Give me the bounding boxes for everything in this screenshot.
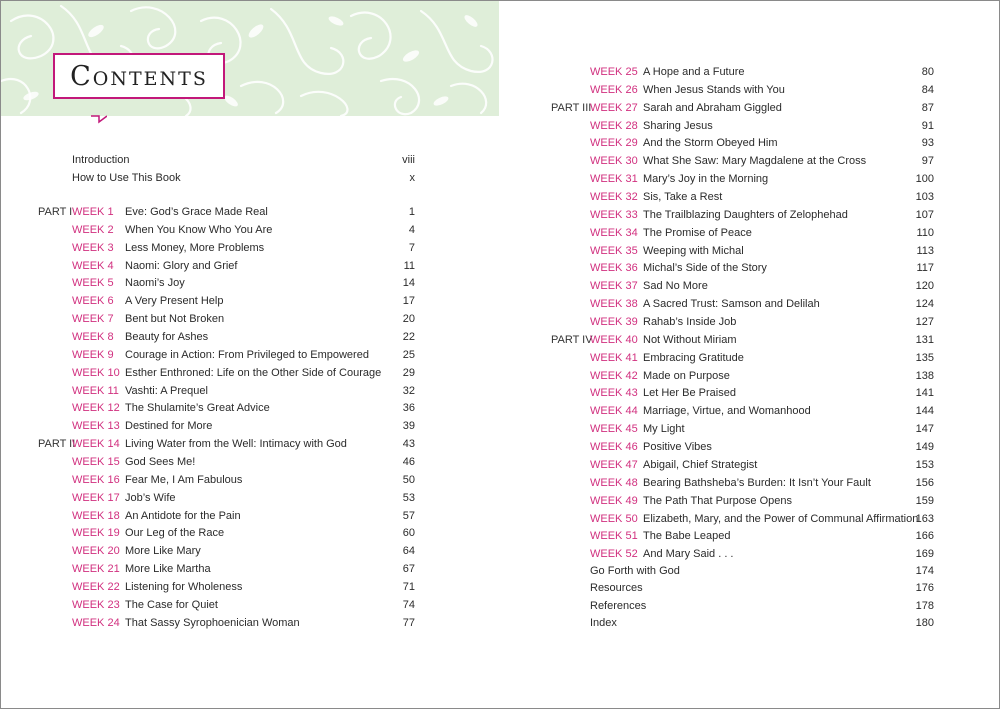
page-number: 60 <box>402 527 415 540</box>
part-label: PART III <box>551 101 592 114</box>
entry-title: Eve: God’s Grace Made Real <box>125 206 268 218</box>
toc-entry <box>501 277 999 295</box>
toc-entry <box>1 292 501 310</box>
page-number: 135 <box>915 351 934 364</box>
week-label: WEEK 18 <box>72 509 120 522</box>
entry-title: Sad No More <box>643 280 708 293</box>
entry-title: Naomi’s Joy <box>125 277 185 290</box>
toc-entry <box>501 63 999 81</box>
page-number: 50 <box>402 473 415 486</box>
page-number: 20 <box>402 313 415 326</box>
toc-entry <box>501 170 999 188</box>
page-number: 17 <box>402 295 415 308</box>
week-label: WEEK 40 <box>590 333 638 346</box>
week-label: WEEK 16 <box>72 473 120 486</box>
toc-entry <box>1 257 501 275</box>
toc-entry <box>1 328 501 346</box>
week-label: WEEK 31 <box>590 173 638 186</box>
toc-entry <box>501 367 999 385</box>
week-label: WEEK 15 <box>72 456 120 469</box>
entry-title: Made on Purpose <box>643 369 730 382</box>
week-label: WEEK 50 <box>590 512 638 525</box>
toc-entry <box>1 471 501 489</box>
page-number: 57 <box>402 509 415 522</box>
toc-entry <box>501 224 999 242</box>
week-label: WEEK 24 <box>72 616 120 629</box>
entry-title: The Trailblazing Daughters of Zelophehad <box>643 208 848 221</box>
toc-entry <box>501 295 999 313</box>
entry-title: Introduction <box>72 154 130 166</box>
week-label: WEEK 23 <box>72 598 120 611</box>
entry-title: Positive Vibes <box>643 441 712 454</box>
page-number: 169 <box>915 548 934 561</box>
page-number: 91 <box>921 119 934 132</box>
entry-title: Marriage, Virtue, and Womanhood <box>643 405 811 418</box>
toc-entry <box>501 117 999 135</box>
page-number: 141 <box>915 387 934 400</box>
week-label: WEEK 39 <box>590 316 638 329</box>
toc-entry <box>501 456 999 474</box>
week-label: WEEK 3 <box>72 241 114 254</box>
page-number: 120 <box>915 280 934 293</box>
toc-entry <box>1 524 501 542</box>
entry-title: A Very Present Help <box>125 295 224 308</box>
page-number: 43 <box>402 438 415 451</box>
week-label: WEEK 2 <box>72 223 114 236</box>
week-label: WEEK 22 <box>72 581 120 594</box>
entry-title: References <box>590 599 647 612</box>
entry-title: Embracing Gratitude <box>643 351 744 364</box>
week-label: WEEK 25 <box>590 66 638 78</box>
toc-entry <box>501 152 999 170</box>
page-number: 174 <box>915 565 934 577</box>
week-label: WEEK 17 <box>72 491 120 504</box>
toc-entry <box>1 596 501 614</box>
page-number: 110 <box>916 226 934 239</box>
entry-title: Sharing Jesus <box>643 119 713 132</box>
page-number: 7 <box>408 241 415 254</box>
entry-title: When Jesus Stands with You <box>643 83 785 96</box>
entry-title: That Sassy Syrophoenician Woman <box>125 616 300 629</box>
toc-matter-entry <box>501 579 999 597</box>
page-number: 25 <box>402 348 415 361</box>
week-label: WEEK 4 <box>72 259 114 272</box>
toc-entry <box>501 384 999 402</box>
page-number: 180 <box>915 617 934 630</box>
entry-title: How to Use This Book <box>72 172 181 184</box>
week-label: WEEK 8 <box>72 331 114 344</box>
toc-entry <box>501 259 999 277</box>
toc-entry <box>501 474 999 492</box>
week-label: WEEK 12 <box>72 402 120 415</box>
week-label: WEEK 21 <box>72 563 120 576</box>
toc-entry <box>1 578 501 596</box>
entry-title: An Antidote for the Pain <box>125 509 241 522</box>
entry-title: Resources <box>590 582 643 595</box>
page-number: 14 <box>402 277 415 290</box>
entry-title: The Promise of Peace <box>643 226 752 239</box>
week-label: WEEK 26 <box>590 83 638 96</box>
week-label: WEEK 13 <box>72 420 120 433</box>
page-number: 117 <box>916 262 934 275</box>
entry-title: Abigail, Chief Strategist <box>643 458 758 471</box>
week-label: WEEK 10 <box>72 366 120 379</box>
week-label: WEEK 41 <box>590 351 638 364</box>
page-number: 97 <box>921 155 934 168</box>
entry-title: The Case for Quiet <box>125 598 218 611</box>
toc-entry <box>501 242 999 260</box>
page-number: 124 <box>915 298 934 311</box>
entry-title: Living Water from the Well: Intimacy with God <box>125 438 347 451</box>
week-label: WEEK 38 <box>590 298 638 311</box>
toc-matter-entry <box>501 597 999 615</box>
toc-entry <box>1 346 501 364</box>
week-label: WEEK 29 <box>590 137 638 150</box>
page-number: 53 <box>402 491 415 504</box>
page-number: 103 <box>915 191 934 204</box>
page-number: 74 <box>402 598 415 611</box>
page-number: 149 <box>915 441 934 454</box>
entry-title: God Sees Me! <box>125 456 196 469</box>
page-number: 4 <box>408 223 415 236</box>
entry-title: And the Storm Obeyed Him <box>643 137 778 150</box>
page-number: 36 <box>402 402 415 415</box>
week-label: WEEK 14 <box>72 438 120 451</box>
entry-title: Sarah and Abraham Giggled <box>643 101 782 114</box>
page-number: 178 <box>915 599 934 612</box>
toc-entry <box>1 274 501 292</box>
part-label: PART II <box>38 438 76 451</box>
toc-entry <box>1 560 501 578</box>
page-number: 11 <box>403 259 415 272</box>
page-number: 131 <box>915 333 934 346</box>
page-number: 87 <box>921 101 934 114</box>
entry-title: Courage in Action: From Privileged to Empowered <box>125 348 369 361</box>
entry-title: A Sacred Trust: Samson and Delilah <box>643 298 820 311</box>
week-label: WEEK 51 <box>590 530 638 543</box>
week-label: WEEK 27 <box>590 101 638 114</box>
entry-title: Bent but Not Broken <box>125 313 225 326</box>
page-number: 107 <box>915 208 934 221</box>
entry-title: Index <box>590 617 617 630</box>
toc-entry <box>501 527 999 545</box>
page-number: 163 <box>915 512 934 525</box>
page-number: 71 <box>402 581 415 594</box>
title-pointer-icon <box>91 108 107 124</box>
toc-entry <box>501 349 999 367</box>
entry-title: The Babe Leaped <box>643 530 731 543</box>
toc-entry <box>1 239 501 257</box>
entry-title: Elizabeth, Mary, and the Power of Communal Affirmation <box>643 512 919 525</box>
page-number: 113 <box>916 244 934 257</box>
book-spread <box>1 1 999 708</box>
week-label: WEEK 36 <box>590 262 638 275</box>
entry-title: More Like Martha <box>125 563 211 576</box>
page-number: 93 <box>921 137 934 150</box>
toc-entry <box>501 510 999 528</box>
week-label: WEEK 35 <box>590 244 638 257</box>
week-label: WEEK 7 <box>72 313 114 326</box>
toc-entry <box>501 99 999 117</box>
page-number: 29 <box>402 366 415 379</box>
toc-entry <box>1 399 501 417</box>
toc-entry <box>1 364 501 382</box>
week-label: WEEK 47 <box>590 458 638 471</box>
part-label: PART IV <box>551 333 593 346</box>
entry-title: Go Forth with God <box>590 565 680 577</box>
page-number: 176 <box>915 582 934 595</box>
entry-title: Job’s Wife <box>125 491 176 504</box>
toc-matter-entry <box>501 614 999 632</box>
page-number: 144 <box>915 405 934 418</box>
entry-title: Weeping with Michal <box>643 244 744 257</box>
toc-entry <box>1 310 501 328</box>
toc-entry <box>1 221 501 239</box>
part-label: PART I <box>38 206 73 218</box>
toc-entry <box>501 206 999 224</box>
left-page <box>1 1 501 708</box>
page-number: 77 <box>402 616 415 629</box>
week-label: WEEK 52 <box>590 548 638 561</box>
page-number: 147 <box>915 423 934 436</box>
toc-entry <box>1 614 501 632</box>
page-number: 39 <box>402 420 415 433</box>
right-page <box>501 1 999 708</box>
entry-title: When You Know Who You Are <box>125 223 273 236</box>
toc-entry <box>501 188 999 206</box>
toc-entry <box>1 489 501 507</box>
page-number: 159 <box>915 494 934 507</box>
page-title: Contents <box>70 60 208 92</box>
toc-entry <box>501 402 999 420</box>
toc-entry <box>501 134 999 152</box>
entry-title: Bearing Bathsheba’s Burden: It Isn’t Your Fault <box>643 476 871 489</box>
entry-title: Fear Me, I Am Fabulous <box>125 473 243 486</box>
week-label: WEEK 43 <box>590 387 638 400</box>
toc-entry <box>501 492 999 510</box>
week-label: WEEK 33 <box>590 208 638 221</box>
entry-title: Mary’s Joy in the Morning <box>643 173 769 186</box>
toc-entry <box>1 382 501 400</box>
week-label: WEEK 32 <box>590 191 638 204</box>
entry-title: The Path That Purpose Opens <box>643 494 792 507</box>
page-number: 46 <box>402 456 415 469</box>
page-number: 156 <box>915 476 934 489</box>
entry-title: The Shulamite’s Great Advice <box>125 402 270 415</box>
week-label: WEEK 42 <box>590 369 638 382</box>
week-label: WEEK 28 <box>590 119 638 132</box>
toc-entry <box>1 542 501 560</box>
page-number: 153 <box>915 458 934 471</box>
page-number: 84 <box>921 83 934 96</box>
week-label: WEEK 9 <box>72 348 114 361</box>
entry-title: Destined for More <box>125 420 213 433</box>
entry-title: More Like Mary <box>125 545 201 558</box>
week-label: WEEK 46 <box>590 441 638 454</box>
toc-entry <box>501 545 999 563</box>
week-label: WEEK 49 <box>590 494 638 507</box>
toc-entry <box>1 417 501 435</box>
toc-entry <box>1 203 501 221</box>
toc-entry <box>1 435 501 453</box>
contents-title-box <box>53 53 225 99</box>
page-number: 138 <box>915 369 934 382</box>
entry-title: What She Saw: Mary Magdalene at the Cross <box>643 155 867 168</box>
page-number: 32 <box>402 384 415 397</box>
week-label: WEEK 5 <box>72 277 114 290</box>
entry-title: And Mary Said . . . <box>643 548 734 561</box>
entry-title: Naomi: Glory and Grief <box>125 259 238 272</box>
week-label: WEEK 19 <box>72 527 120 540</box>
page-number: 127 <box>915 316 934 329</box>
toc-entry <box>501 420 999 438</box>
week-label: WEEK 30 <box>590 155 638 168</box>
page-number: 67 <box>402 563 415 576</box>
entry-title: A Hope and a Future <box>643 66 745 78</box>
toc-entry <box>501 313 999 331</box>
week-label: WEEK 1 <box>72 206 114 218</box>
page-number: 100 <box>915 173 934 186</box>
entry-title: Rahab’s Inside Job <box>643 316 737 329</box>
entry-title: Listening for Wholeness <box>125 581 243 594</box>
toc-matter-entry <box>1 151 501 169</box>
entry-title: My Light <box>643 423 685 436</box>
toc-matter-entry <box>1 169 501 187</box>
entry-title: Let Her Be Praised <box>643 387 736 400</box>
week-label: WEEK 48 <box>590 476 638 489</box>
entry-title: Vashti: A Prequel <box>125 384 208 397</box>
week-label: WEEK 6 <box>72 295 114 308</box>
entry-title: Our Leg of the Race <box>125 527 225 540</box>
page-number: 64 <box>402 545 415 558</box>
toc-entry <box>501 81 999 99</box>
entry-title: Sis, Take a Rest <box>643 191 723 204</box>
page-number: 22 <box>402 331 415 344</box>
entry-title: Esther Enthroned: Life on the Other Side of Courage <box>125 366 382 379</box>
page-number: 1 <box>408 206 415 218</box>
entry-title: Michal’s Side of the Story <box>643 262 767 275</box>
page-number: 166 <box>915 530 934 543</box>
toc-entry <box>1 507 501 525</box>
page-number: viii <box>402 154 415 166</box>
page-number: 80 <box>921 66 934 78</box>
week-label: WEEK 44 <box>590 405 638 418</box>
toc-matter-entry <box>501 562 999 580</box>
entry-title: Less Money, More Problems <box>125 241 265 254</box>
week-label: WEEK 34 <box>590 226 638 239</box>
week-label: WEEK 20 <box>72 545 120 558</box>
page-number: x <box>409 172 415 184</box>
entry-title: Beauty for Ashes <box>125 331 209 344</box>
week-label: WEEK 37 <box>590 280 638 293</box>
toc-entry <box>501 331 999 349</box>
week-label: WEEK 11 <box>72 384 119 397</box>
week-label: WEEK 45 <box>590 423 638 436</box>
toc-entry <box>1 453 501 471</box>
entry-title: Not Without Miriam <box>643 333 737 346</box>
toc-entry <box>501 438 999 456</box>
